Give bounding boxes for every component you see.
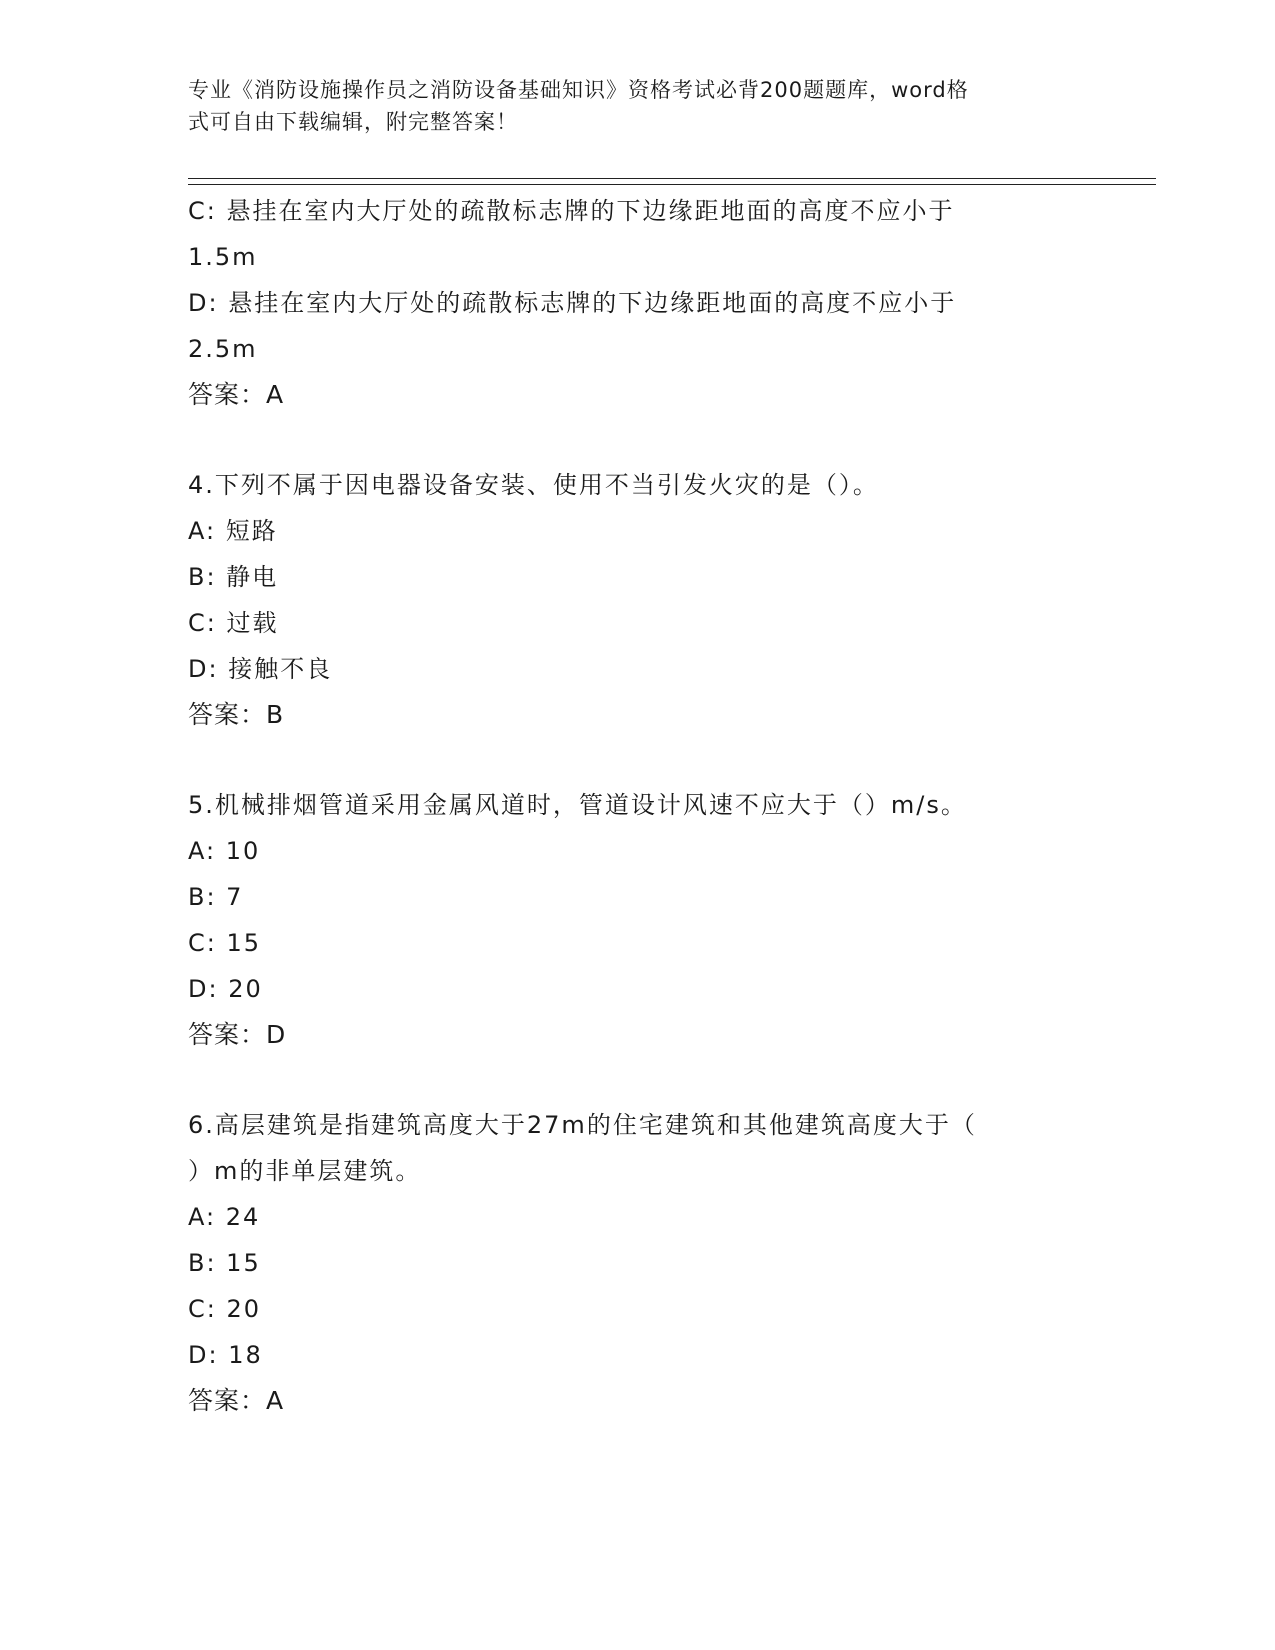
option-d-line-1: D: 悬挂在室内大厅处的疏散标志牌的下边缘距地面的高度不应小于 bbox=[188, 289, 957, 317]
question-4 bbox=[188, 462, 1088, 738]
spacer bbox=[188, 1058, 1088, 1102]
question-5 bbox=[188, 782, 1088, 1058]
header-divider-bottom bbox=[188, 184, 1156, 185]
option-c-line-2: 1.5m bbox=[188, 243, 258, 271]
option-a: A: 10 bbox=[188, 837, 261, 865]
document-header bbox=[188, 74, 1068, 138]
question-list bbox=[188, 188, 1088, 1424]
question-stem: 4.下列不属于因电器设备安装、使用不当引发火灾的是（）。 bbox=[188, 471, 879, 499]
option-a: A: 短路 bbox=[188, 517, 278, 545]
option-b: B: 15 bbox=[188, 1249, 261, 1277]
answer: 答案：A bbox=[188, 380, 285, 409]
header-title-line-2: 式可自由下载编辑，附完整答案！ bbox=[188, 110, 518, 134]
question-stem: 5.机械排烟管道采用金属风道时，管道设计风速不应大于（）m/s。 bbox=[188, 791, 967, 819]
option-d: D: 18 bbox=[188, 1341, 263, 1369]
answer: 答案：A bbox=[188, 1386, 285, 1415]
option-d-line-2: 2.5m bbox=[188, 335, 258, 363]
option-a: A: 24 bbox=[188, 1203, 261, 1231]
option-d: D: 接触不良 bbox=[188, 655, 333, 683]
header-divider-top bbox=[188, 178, 1156, 179]
question-stem-line-1: 6.高层建筑是指建筑高度大于27m的住宅建筑和其他建筑高度大于（ bbox=[188, 1111, 977, 1139]
option-c: C: 15 bbox=[188, 929, 262, 957]
question-3 bbox=[188, 188, 1088, 418]
option-c-line-1: C: 悬挂在室内大厅处的疏散标志牌的下边缘距地面的高度不应小于 bbox=[188, 197, 955, 225]
spacer bbox=[188, 418, 1088, 462]
option-b: B: 静电 bbox=[188, 563, 279, 591]
option-c: C: 20 bbox=[188, 1295, 262, 1323]
option-c: C: 过载 bbox=[188, 609, 279, 637]
option-b: B: 7 bbox=[188, 883, 244, 911]
answer: 答案：B bbox=[188, 700, 285, 729]
option-d: D: 20 bbox=[188, 975, 263, 1003]
spacer bbox=[188, 738, 1088, 782]
question-stem-line-2: ）m的非单层建筑。 bbox=[188, 1157, 422, 1185]
question-6 bbox=[188, 1102, 1088, 1424]
answer: 答案：D bbox=[188, 1020, 287, 1049]
header-title-line-1: 专业《消防设施操作员之消防设备基础知识》资格考试必背200题题库，word格 bbox=[188, 78, 969, 102]
